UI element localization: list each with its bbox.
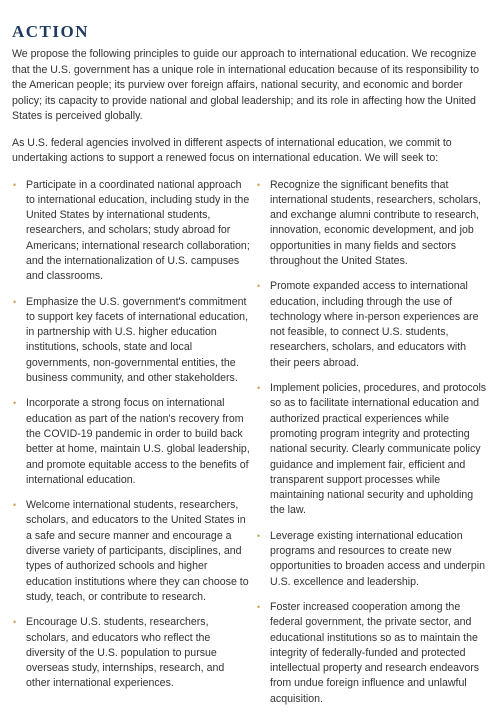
list-item-text: Leverage existing international education programs and resources to create new opportunities to broaden access and underpin U.S. excellence and leadership.: [270, 530, 485, 588]
list-item: [256, 381, 488, 519]
list-item-text: Emphasize the U.S. government's commitment to support key facets of international education, in partnership with U.S. higher education institutions, schools, state and local governments, non-governmental entities, the business community, and other stakeholders.: [26, 296, 248, 384]
list-item: [12, 396, 250, 488]
bullet-icon: •: [257, 600, 260, 615]
right-action-list: [256, 178, 488, 717]
intro-paragraph-1: We propose the following principles to guide our approach to international education. We recognize that the U.S. government has a unique role in international education because of its responsibility to the American people; its purview over foreign affairs, national security, and economic and border policy; its capacity to provide national and global leadership; and its role in affecting how the United States is perceived globally.: [12, 47, 488, 125]
list-item: [12, 178, 250, 285]
bullet-icon: •: [13, 396, 16, 411]
list-item: [12, 615, 250, 691]
list-item-text: Welcome international students, researchers, scholars, and educators to the United States in a safe and secure manner and encourage a diverse variety of participants, disciplines, and types of authorized schools and higher education institutions where they can choose to study, teach, or contribute to research.: [26, 499, 249, 603]
bullet-icon: •: [257, 178, 260, 193]
list-item: [256, 178, 488, 270]
list-item-text: Participate in a coordinated national approach to international education, including study in the United States by international students, researchers, and scholars; study abroad for Americans; international research collaboration; and the internationalization of U.S. campuses and classrooms.: [26, 179, 250, 283]
list-item: [256, 600, 488, 707]
list-item: [256, 279, 488, 371]
list-item-text: Implement policies, procedures, and protocols so as to facilitate international education and authorized practical experiences while promoting program integrity and protecting national security. Clearly communicate policy guidance and implement fair, efficient and transparent support processes while maintaining national security and upholding the law.: [270, 382, 486, 516]
bullet-icon: •: [13, 295, 16, 310]
list-item: [256, 529, 488, 590]
bullet-icon: •: [257, 279, 260, 294]
bullet-icon: •: [13, 615, 16, 630]
bullet-icon: •: [257, 381, 260, 396]
bullet-icon: •: [13, 178, 16, 193]
bullet-icon: •: [257, 529, 260, 544]
bullet-icon: •: [13, 498, 16, 513]
list-item-text: Incorporate a strong focus on international education as part of the nation's recovery from the COVID-19 pandemic in order to build back better at home, maintain U.S. global leadership, and promote equitable access to the benefits of international education.: [26, 397, 250, 485]
left-action-list: [12, 178, 250, 717]
list-item-text: Encourage U.S. students, researchers, scholars, and educators who reflect the diversity of the U.S. population to pursue overseas study, internships, research, and other international experiences.: [26, 616, 224, 689]
list-item: [12, 498, 250, 605]
list-item-text: Promote expanded access to international education, including through the use of technology where in-person experiences are not feasible, to connect U.S. students, researchers, scholars, and educators with their peers abroad.: [270, 280, 478, 368]
list-item: [12, 295, 250, 387]
list-item-text: Recognize the significant benefits that international students, researchers, scholars, and exchange alumni contribute to research, innovation, economic development, and job opportunities in many fields and sectors throughout the United States.: [270, 179, 481, 267]
list-item-text: Foster increased cooperation among the federal government, the private sector, and educational institutions so as to maintain the integrity of federally-funded and protected intellectual property and research endeavors from undue foreign influence and unlawful acquisition.: [270, 601, 479, 705]
section-heading: ACTION: [12, 22, 488, 42]
action-columns: [12, 178, 488, 717]
intro-paragraph-2: As U.S. federal agencies involved in different aspects of international education, we commit to undertaking actions to support a renewed focus on international education. We will seek to:: [12, 136, 488, 167]
